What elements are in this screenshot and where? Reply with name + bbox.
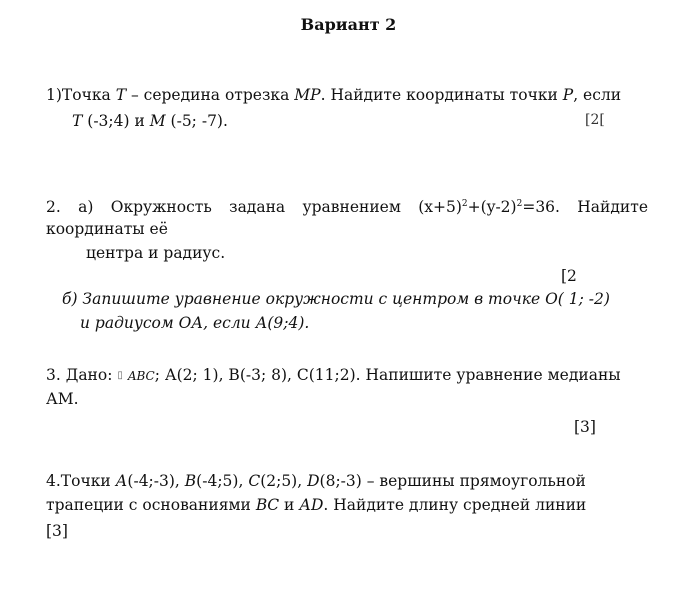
q1-point-t-2: Т: [72, 112, 83, 130]
question-3-line-1: [46, 364, 621, 387]
triangle-icon: ▯: [117, 370, 123, 381]
q4-score-mark: [3]: [46, 522, 68, 540]
q2-text-1: 2. а) Окружность задана уравнением (x+5): [46, 198, 462, 216]
question-1-line-2: [72, 110, 228, 132]
q1-coords-m: (-5; -7).: [165, 112, 228, 130]
q2-exponent-2: 2: [516, 199, 523, 209]
question-4-line-2: [46, 494, 586, 516]
q1-score-mark: [2[: [585, 112, 605, 128]
q4-coords-c: (2;5),: [260, 472, 308, 490]
question-1-line-1: [46, 84, 621, 106]
q3-triangle-abc: ABC: [127, 369, 155, 383]
q1-coords-t: (-3;4) и: [82, 112, 150, 130]
q4-point-b: В: [184, 472, 197, 490]
question-2b-line-2: и радиусом ОА, если А(9;4).: [80, 314, 310, 332]
q2-score-mark: [2: [561, 267, 577, 285]
q1-text-4: , если: [573, 86, 622, 104]
q3-text-1: 3. Дано:: [46, 366, 118, 384]
q4-text-2: трапеции с основаниями: [46, 496, 256, 514]
question-2-line-1: [46, 196, 648, 218]
q4-base-bc: ВС: [255, 496, 280, 514]
q3-text-2: ; А(2; 1), В(-3; 8), С(11;2). Напишите уравнение медианы: [154, 366, 621, 384]
q4-and: и: [279, 496, 300, 514]
q2-text-2: +(y-2): [467, 198, 517, 216]
q1-number: 1): [46, 86, 62, 104]
question-2-line-3: центра и радиус.: [86, 244, 226, 262]
question-2-line-2: координаты её: [46, 220, 168, 238]
q4-text-3: . Найдите длину средней линии: [323, 496, 587, 514]
q2-exponent-1: 2: [461, 199, 468, 209]
q1-point-m: М: [149, 112, 166, 130]
q1-text-2: – середина отрезка: [126, 86, 295, 104]
q1-point-p: Р: [562, 86, 574, 104]
question-2b-line-1: б) Запишите уравнение окружности с центром в точке О( 1; -2): [62, 290, 610, 308]
q4-point-a: А: [115, 472, 128, 490]
q4-coords-b: (-4;5),: [196, 472, 249, 490]
q4-coords-d: (8;-3) – вершины прямоугольной: [319, 472, 586, 490]
q4-coords-a: (-4;-3),: [127, 472, 185, 490]
q4-text-1: 4.Точки: [46, 472, 116, 490]
question-4-line-1: [46, 470, 586, 492]
page-title: Вариант 2: [300, 15, 397, 34]
q3-score-mark: [3]: [574, 418, 596, 436]
q4-point-d: D: [307, 472, 320, 490]
q1-text-1: Точка: [61, 86, 116, 104]
q4-point-c: С: [248, 472, 261, 490]
question-3-line-2: АМ.: [46, 390, 79, 408]
q4-base-ad: АD: [299, 496, 324, 514]
q1-text-3: . Найдите координаты точки: [320, 86, 563, 104]
q1-segment-mp: МР: [294, 86, 321, 104]
q2-text-3: =36. Найдите: [522, 198, 649, 216]
q1-point-t: Т: [115, 86, 127, 104]
